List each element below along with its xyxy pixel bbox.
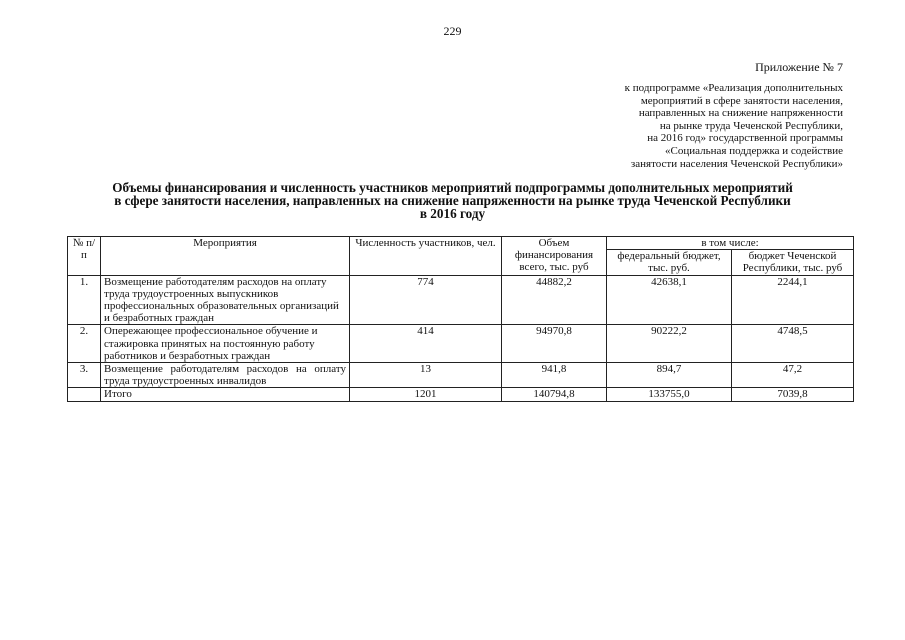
title-line: в 2016 году	[419, 206, 486, 221]
row-participants: 414	[350, 325, 502, 363]
row-regional: 47,2	[732, 363, 854, 388]
row-activity: Опережающее профессиональное обучение и стажировка принятых на постоянную работу работников и безработных граждан	[101, 325, 350, 363]
row-num: 1.	[68, 275, 101, 325]
total-participants: 1201	[350, 388, 502, 401]
header-funding: Объем финансирования всего, тыс. руб	[502, 237, 607, 276]
row-funding: 941,8	[502, 363, 607, 388]
appendix-line: к подпрограмме «Реализация дополнительных	[624, 82, 843, 94]
header-participants: Численность участников, чел.	[350, 237, 502, 276]
appendix-line: мероприятий в сфере занятости населения,	[640, 94, 843, 107]
header-federal: федеральный бюджет, тыс. руб.	[607, 250, 732, 275]
table-row	[68, 363, 854, 388]
header-activity: Мероприятия	[101, 237, 350, 276]
appendix-title: Приложение № 7	[755, 60, 843, 74]
appendix-line: «Социальная поддержка и содействие	[665, 144, 843, 157]
table-total-row	[68, 388, 854, 401]
total-funding: 140794,8	[502, 388, 607, 401]
header-including: в том числе:	[607, 237, 854, 250]
page-number: 229	[443, 24, 462, 38]
row-participants: 774	[350, 275, 502, 325]
row-federal: 894,7	[607, 363, 732, 388]
row-regional: 4748,5	[732, 325, 854, 363]
row-funding: 94970,8	[502, 325, 607, 363]
total-num-cell	[68, 388, 101, 401]
row-federal: 42638,1	[607, 275, 732, 325]
table-row	[68, 275, 854, 325]
appendix-line: на рынке труда Чеченской Республики,	[659, 119, 843, 132]
total-regional: 7039,8	[732, 388, 854, 401]
title-line: Объемы финансирования и численность участников мероприятий подпрограммы дополнительных мероприятий	[112, 180, 793, 195]
title-line: в сфере занятости населения, направленных на снижение напряженности на рынке труда Чеченской Республики	[114, 193, 791, 208]
appendix-description	[543, 82, 843, 170]
row-num: 2.	[68, 325, 101, 363]
total-federal: 133755,0	[607, 388, 732, 401]
table-header-row	[68, 237, 854, 250]
funding-table	[67, 236, 854, 402]
table-row	[68, 325, 854, 363]
row-participants: 13	[350, 363, 502, 388]
document-title	[55, 181, 850, 220]
header-regional: бюджет Чеченской Республики, тыс. руб	[732, 250, 854, 275]
header-num: № п/п	[68, 237, 101, 276]
total-label: Итого	[101, 388, 350, 401]
row-regional: 2244,1	[732, 275, 854, 325]
appendix-line: занятости населения Чеченской Республики»	[630, 157, 843, 170]
row-federal: 90222,2	[607, 325, 732, 363]
row-num: 3.	[68, 363, 101, 388]
row-activity: Возмещение работодателям расходов на оплату труда трудоустроенных выпускников профессиональных образовательных организаций и безработных граждан	[101, 275, 350, 325]
row-activity: Возмещение работодателям расходов на оплату труда трудоустроенных инвалидов	[101, 363, 350, 388]
row-funding: 44882,2	[502, 275, 607, 325]
appendix-line: на 2016 год» государственной программы	[647, 132, 843, 145]
appendix-line: направленных на снижение напряженности	[638, 107, 843, 120]
